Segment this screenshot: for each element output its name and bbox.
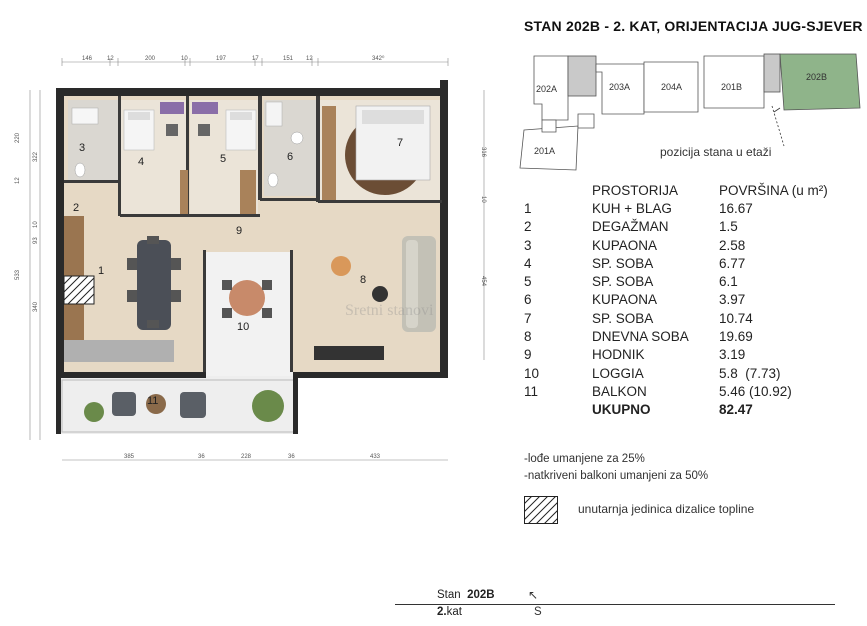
room-number-10: 10	[237, 321, 250, 333]
dim-top-6: 17	[252, 56, 259, 62]
table-row	[524, 382, 828, 400]
room-number-4: 4	[138, 156, 145, 168]
footer-floor	[437, 606, 462, 618]
dim-left-4: 10	[33, 221, 39, 228]
row-room: KUH + BLAG	[592, 200, 672, 216]
row-room: SP. SOBA	[592, 310, 654, 326]
room-area-table	[524, 181, 828, 419]
row-number: 4	[524, 255, 532, 271]
row-room: DNEVNA SOBA	[592, 329, 689, 345]
row-number: 11	[524, 383, 539, 399]
table-row	[524, 309, 828, 327]
footer-stan-value: 202B	[467, 589, 495, 601]
keymap-label-204a: 204A	[661, 82, 683, 92]
header-area: POVRŠINA (u m²)	[719, 182, 828, 198]
row-room: LOGGIA	[592, 365, 644, 381]
dim-right-3: 454	[480, 276, 486, 287]
keymap-label-201b: 201B	[721, 82, 743, 92]
table-row	[524, 327, 828, 345]
dim-right-2: 10	[480, 196, 486, 203]
table-total-row	[524, 401, 828, 419]
row-room: KUPAONA	[592, 237, 658, 253]
dim-top-8: 12	[306, 56, 313, 62]
heat-pump-unit	[64, 276, 94, 304]
row-area: 6.77	[719, 255, 746, 271]
dim-left-2: 322	[33, 151, 39, 162]
row-room: HODNIK	[592, 347, 645, 363]
footer-floor-label: kat	[446, 606, 462, 618]
row-room: KUPAONA	[592, 292, 658, 308]
total-area: 82.47	[719, 402, 753, 418]
room-number-3: 3	[79, 142, 86, 154]
keymap-caption: pozicija stana u etaži	[660, 145, 772, 159]
table-row	[524, 236, 828, 254]
keymap-label-201a: 201A	[534, 146, 556, 156]
dim-left-1: 220	[15, 132, 21, 143]
hatch-legend-icon	[524, 496, 558, 524]
dim-bottom-2: 36	[198, 454, 205, 460]
row-number: 2	[524, 219, 532, 235]
row-number: 6	[524, 292, 532, 308]
room-number-6: 6	[287, 151, 294, 163]
watermark: Sretni stanovi	[345, 302, 434, 319]
row-number: 1	[524, 200, 532, 216]
row-number: 9	[524, 347, 532, 363]
dim-bottom-3: 228	[241, 454, 252, 460]
compass-arrow-icon: ↖	[528, 588, 539, 602]
row-area: 19.69	[719, 329, 753, 345]
dim-top-4: 10	[181, 56, 188, 62]
dim-top-3: 200	[145, 56, 156, 62]
page-title: STAN 202B - 2. KAT, ORIJENTACIJA JUG-SJEVER	[524, 18, 863, 34]
header-room: PROSTORIJA	[592, 182, 679, 198]
dim-top-7: 151	[283, 56, 294, 62]
dim-bottom-1: 385	[124, 454, 135, 460]
dim-left-6: 533	[15, 269, 21, 280]
room-number-9: 9	[236, 225, 243, 237]
footer-stan-label: Stan	[437, 589, 461, 601]
note-balcony: -natkriveni balkoni umanjeni za 50%	[524, 470, 709, 482]
room-number-8: 8	[360, 274, 367, 286]
room-number-5: 5	[220, 153, 227, 165]
dim-top-2: 12	[107, 56, 114, 62]
row-room: SP. SOBA	[592, 274, 654, 290]
row-number: 7	[524, 310, 532, 326]
row-number: 3	[524, 237, 532, 253]
footer-divider	[395, 604, 835, 605]
keymap-label-203a: 203A	[609, 82, 631, 92]
floor-key-map	[516, 50, 866, 180]
dim-top-9: 342⁰	[372, 56, 385, 62]
table-row	[524, 218, 828, 236]
row-area: 3.97	[719, 292, 746, 308]
row-area: 3.19	[719, 347, 746, 363]
row-area: 1.5	[719, 219, 738, 235]
room-number-2: 2	[73, 202, 80, 214]
row-area: 5.8 (7.73)	[719, 365, 781, 381]
dim-bottom-5: 433	[370, 454, 381, 460]
room-number-7: 7	[397, 137, 404, 149]
row-area: 16.67	[719, 200, 753, 216]
row-number: 5	[524, 274, 532, 290]
row-number: 8	[524, 329, 532, 345]
dim-left-7: 340	[33, 301, 39, 312]
row-area: 6.1	[719, 274, 738, 290]
table-row	[524, 199, 828, 217]
floor-plan	[0, 0, 500, 470]
dim-right-1: 316	[480, 147, 486, 158]
room-number-11: 11	[147, 395, 159, 407]
row-room: BALKON	[592, 383, 647, 399]
table-row	[524, 346, 828, 364]
dim-left-5: 93	[33, 237, 39, 244]
legend-label: unutarnja jedinica dizalice topline	[578, 502, 755, 516]
table-row	[524, 272, 828, 290]
dim-top-5: 197	[216, 56, 227, 62]
keymap-label-202a: 202A	[536, 84, 558, 94]
dim-left-3: 12	[15, 177, 21, 184]
footer-floor-value: 2.	[437, 606, 447, 618]
keymap-label-202b: 202B	[806, 72, 828, 82]
total-label: UKUPNO	[592, 402, 651, 418]
dim-top-1: 146	[82, 56, 93, 62]
table-row	[524, 291, 828, 309]
row-number: 10	[524, 365, 540, 381]
row-area: 2.58	[719, 237, 746, 253]
keymap-unit-202b-highlighted	[780, 54, 860, 110]
table-row	[524, 254, 828, 272]
note-loggia: -lođe umanjene za 25%	[524, 453, 645, 465]
dim-bottom-4: 36	[288, 454, 295, 460]
table-header-row	[524, 181, 828, 199]
row-area: 5.46 (10.92)	[719, 383, 792, 399]
compass-label: S	[534, 606, 542, 618]
row-area: 10.74	[719, 310, 753, 326]
row-room: DEGAŽMAN	[592, 219, 669, 235]
room-number-1: 1	[98, 265, 105, 277]
table-row	[524, 364, 828, 382]
row-room: SP. SOBA	[592, 255, 654, 271]
footer-unit	[437, 589, 495, 601]
